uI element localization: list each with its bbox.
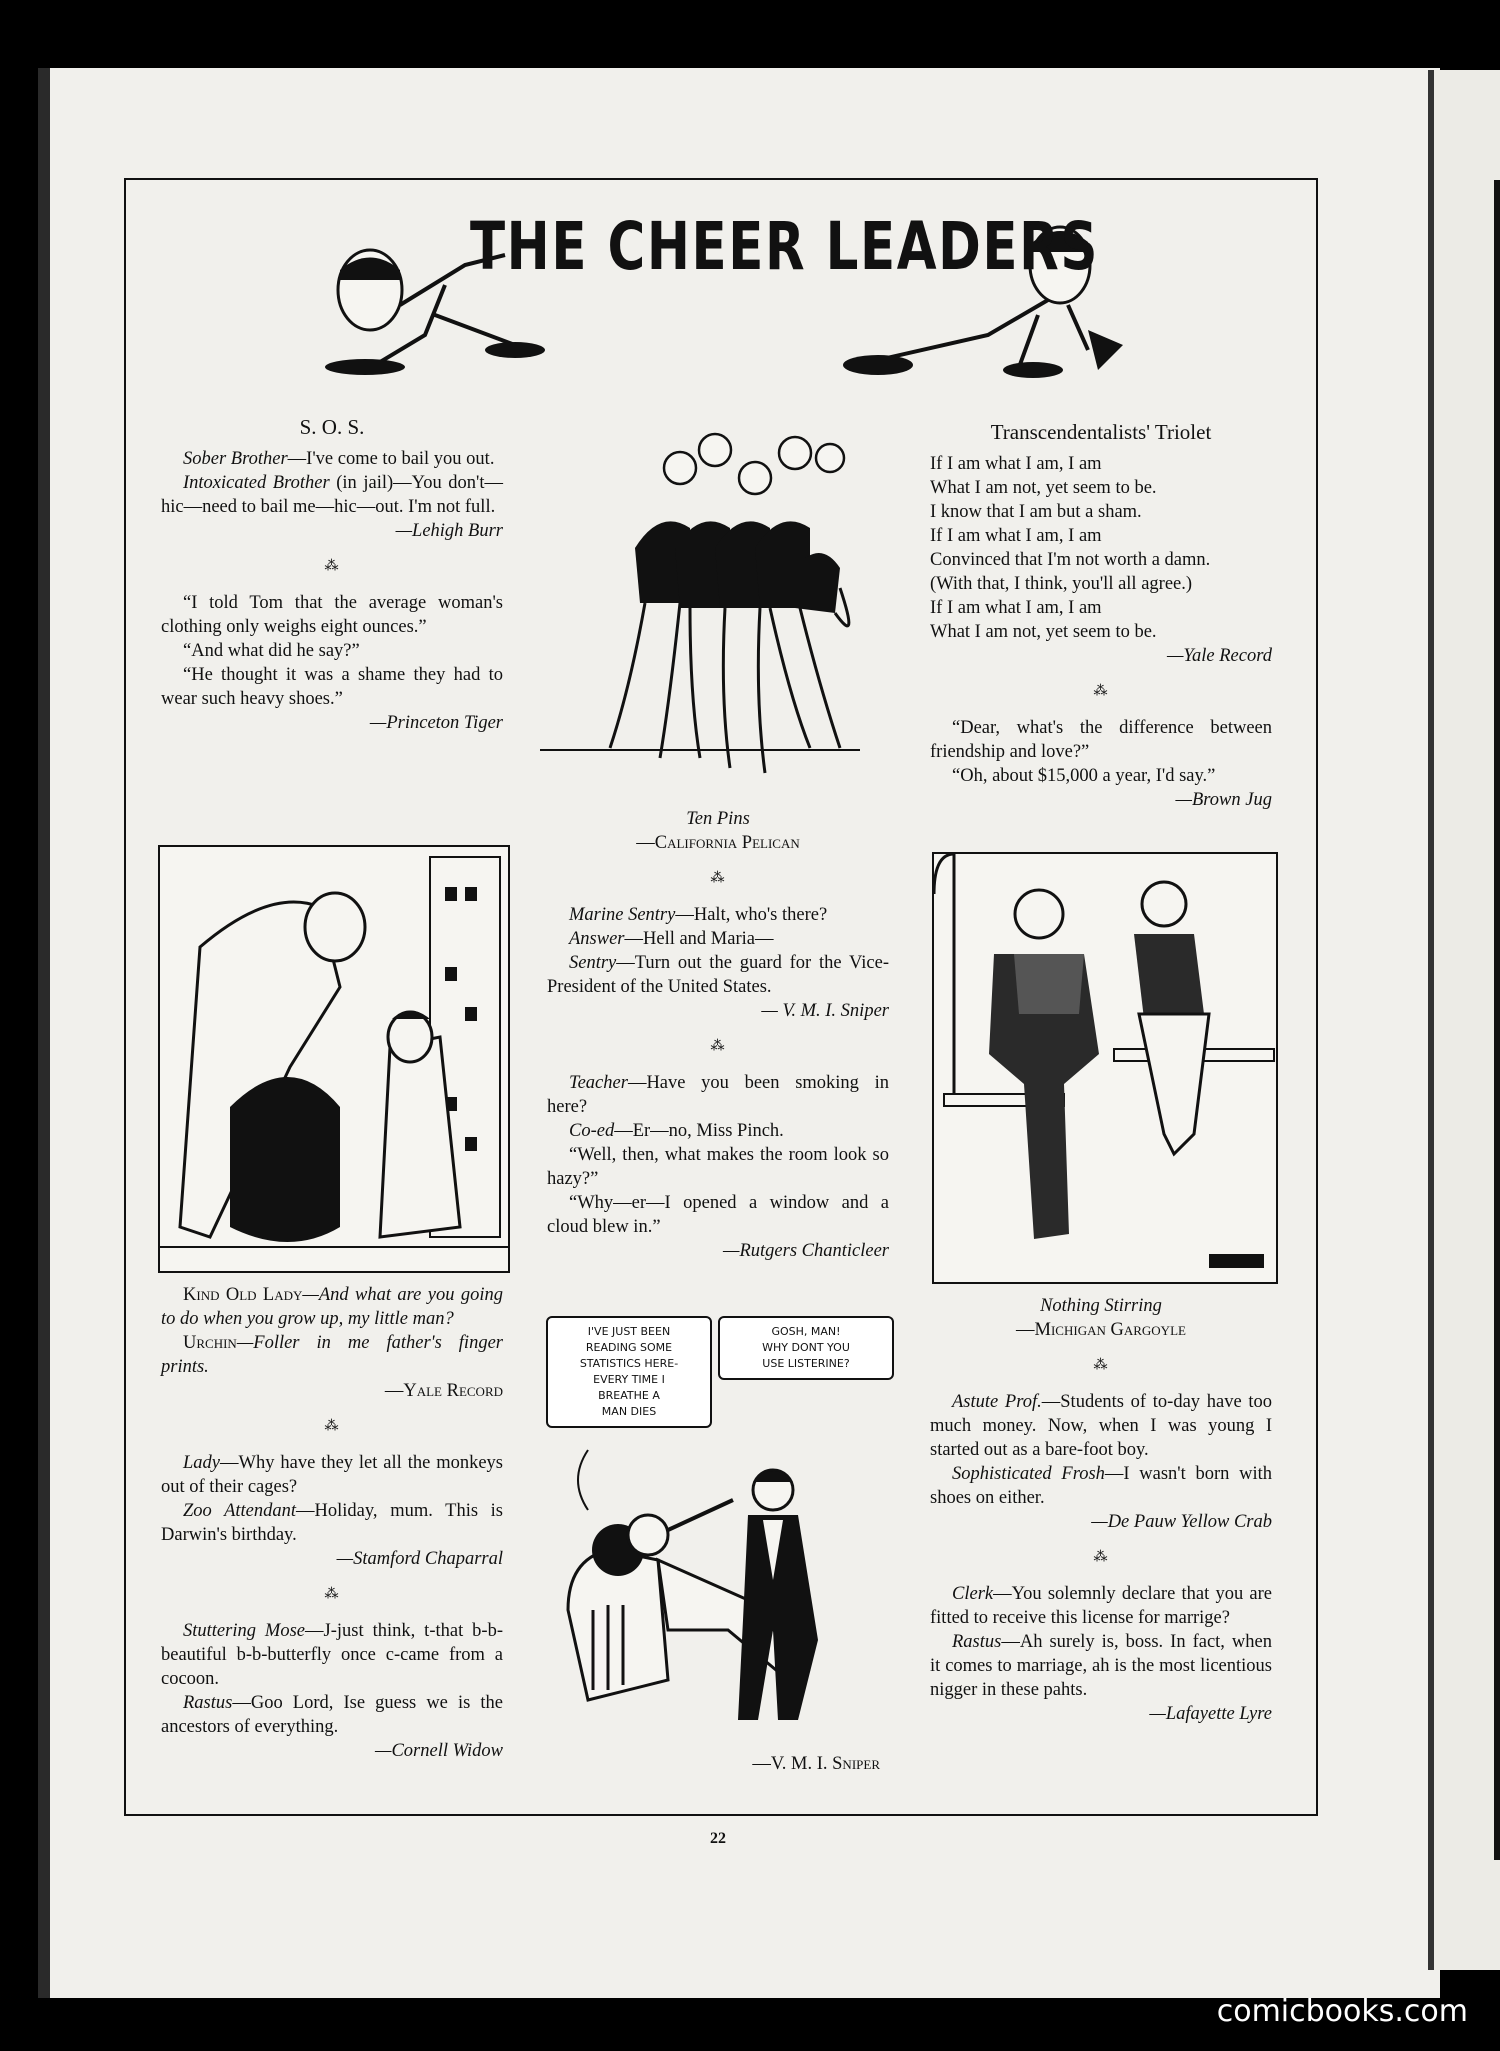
tom-source: —Princeton Tiger bbox=[369, 713, 503, 733]
nothing-caption: Nothing Stirring bbox=[1040, 1296, 1162, 1316]
nothing-stirring-illustration bbox=[934, 854, 1276, 1282]
sos-line: Intoxicated Brother (in jail)—You don't—hic—need to bail me—hic—out. I'm not full. bbox=[161, 473, 504, 517]
monkeys-line: Lady—Why have they let all the monkeys out of their cages? bbox=[161, 1453, 503, 1497]
joke-line: “I told Tom that the average woman's clothing only weighs eight ounces.” bbox=[161, 593, 503, 637]
kind-old-lady-illustration bbox=[160, 847, 508, 1271]
cartoon-source-wrap bbox=[700, 1752, 880, 1776]
ten-pins-source: —California Pelican bbox=[636, 833, 800, 853]
prof-line: Sophisticated Frosh—I wasn't born with shoes on either. bbox=[930, 1464, 1272, 1508]
sos-title: S. O. S. bbox=[299, 415, 365, 439]
prof-line: Astute Prof.—Students of to-day have too much money. Now, when I was young I started out as a bare-foot boy. bbox=[930, 1392, 1272, 1460]
ten-pins-caption: Ten Pins bbox=[686, 809, 750, 829]
ornament: ⁂ bbox=[710, 1039, 726, 1054]
clerk-source: —Lafayette Lyre bbox=[1149, 1704, 1272, 1724]
kind-lady-line: Kind Old Lady—And what are you going to do when you grow up, my little man? bbox=[161, 1285, 504, 1329]
left-column bbox=[161, 415, 503, 735]
ornament: ⁂ bbox=[1093, 684, 1109, 699]
right-column bbox=[930, 420, 1272, 812]
facing-page-border bbox=[1494, 180, 1500, 1860]
right-column-lower bbox=[930, 1294, 1272, 1726]
triolet-source: —Yale Record bbox=[1166, 646, 1272, 666]
joke-line: “He thought it was a shame they had to wear such heavy shoes.” bbox=[161, 665, 503, 709]
headline: THE CHEER LEADERS bbox=[470, 208, 1099, 285]
sentry-source: — V. M. I. Sniper bbox=[761, 1001, 889, 1021]
triolet-line: What I am not, yet seem to be. bbox=[930, 478, 1157, 498]
listerine-cartoon-illustration bbox=[548, 1440, 888, 1740]
sentry-line: Answer—Hell and Maria— bbox=[569, 929, 774, 949]
monkeys-source: —Stamford Chaparral bbox=[336, 1549, 503, 1569]
ornament: ⁂ bbox=[324, 559, 340, 574]
teacher-line: Co-ed—Er—no, Miss Pinch. bbox=[569, 1121, 784, 1141]
triolet-line: I know that I am but a sham. bbox=[930, 502, 1142, 522]
teacher-line: Teacher—Have you been smoking in here? bbox=[547, 1073, 889, 1117]
sentry-line: Sentry—Turn out the guard for the Vice-President of the United States. bbox=[547, 953, 889, 997]
triolet-line: If I am what I am, I am bbox=[930, 526, 1102, 546]
teacher-line: “Why—er—I opened a window and a cloud blew in.” bbox=[547, 1193, 889, 1237]
kind-lady-line: Urchin—Foller in me father's finger prints. bbox=[161, 1333, 503, 1377]
triolet-line: If I am what I am, I am bbox=[930, 454, 1102, 474]
facing-page-edge bbox=[1428, 70, 1500, 1970]
triolet-line: What I am not, yet seem to be. bbox=[930, 622, 1157, 642]
left-column-lower bbox=[161, 1283, 503, 1763]
speech-balloon-listerine: GOSH, MAN! WHY DONT YOU USE LISTERINE? bbox=[718, 1316, 894, 1380]
dear-line: “Oh, about $15,000 a year, I'd say.” bbox=[952, 766, 1216, 786]
dear-source: —Brown Jug bbox=[1175, 790, 1272, 810]
triolet-line: If I am what I am, I am bbox=[930, 598, 1102, 618]
kind-old-lady-cartoon bbox=[158, 845, 510, 1273]
teacher-line: “Well, then, what makes the room look so hazy?” bbox=[547, 1145, 889, 1189]
cartoon-source: —V. M. I. Sniper bbox=[752, 1754, 880, 1774]
triolet-line: Convinced that I'm not worth a damn. bbox=[930, 550, 1211, 570]
triolet-title: Transcendentalists' Triolet bbox=[990, 420, 1212, 444]
ornament: ⁂ bbox=[324, 1419, 340, 1434]
middle-column bbox=[547, 807, 889, 1263]
mose-line: Stuttering Mose—J-just think, t-that b-b-beautiful b-b-butterfly once c-came from a cocoon. bbox=[161, 1621, 504, 1689]
ornament: ⁂ bbox=[324, 1587, 340, 1602]
ten-pins-dancers-illustration bbox=[540, 428, 890, 798]
watermark: comicbooks.com bbox=[1216, 1994, 1468, 2029]
sentry-line: Marine Sentry—Halt, who's there? bbox=[569, 905, 828, 925]
page-number: 22 bbox=[710, 1830, 726, 1847]
kind-lady-source: —Yale Record bbox=[384, 1381, 503, 1401]
clerk-line: Rastus—Ah surely is, boss. In fact, when it comes to marriage, ah is the most licentious nigger in these pahts. bbox=[930, 1632, 1272, 1700]
speech-balloon-statistics: I'VE JUST BEEN READING SOME STATISTICS HERE- EVERY TIME I BREATHE A MAN DIES bbox=[546, 1316, 712, 1428]
joke-line: “And what did he say?” bbox=[183, 641, 360, 661]
ornament: ⁂ bbox=[1093, 1358, 1109, 1373]
mose-line: Rastus—Goo Lord, Ise guess we is the ancestors of everything. bbox=[161, 1693, 503, 1737]
ornament: ⁂ bbox=[1093, 1550, 1109, 1565]
prof-source: —De Pauw Yellow Crab bbox=[1091, 1512, 1272, 1532]
ornament: ⁂ bbox=[710, 871, 726, 886]
dear-line: “Dear, what's the difference between friendship and love?” bbox=[930, 718, 1272, 762]
monkeys-line: Zoo Attendant—Holiday, mum. This is Darwin's birthday. bbox=[161, 1501, 504, 1545]
nothing-stirring-cartoon bbox=[932, 852, 1278, 1284]
clerk-line: Clerk—You solemnly declare that you are fitted to receive this license for marrige? bbox=[930, 1584, 1272, 1628]
sos-line: Sober Brother—I've come to bail you out. bbox=[183, 449, 495, 469]
triolet-line: (With that, I think, you'll all agree.) bbox=[930, 574, 1193, 594]
teacher-source: —Rutgers Chanticleer bbox=[723, 1241, 889, 1261]
sos-source: —Lehigh Burr bbox=[395, 521, 503, 541]
nothing-source: —Michigan Gargoyle bbox=[1016, 1320, 1186, 1340]
mose-source: —Cornell Widow bbox=[375, 1741, 503, 1761]
